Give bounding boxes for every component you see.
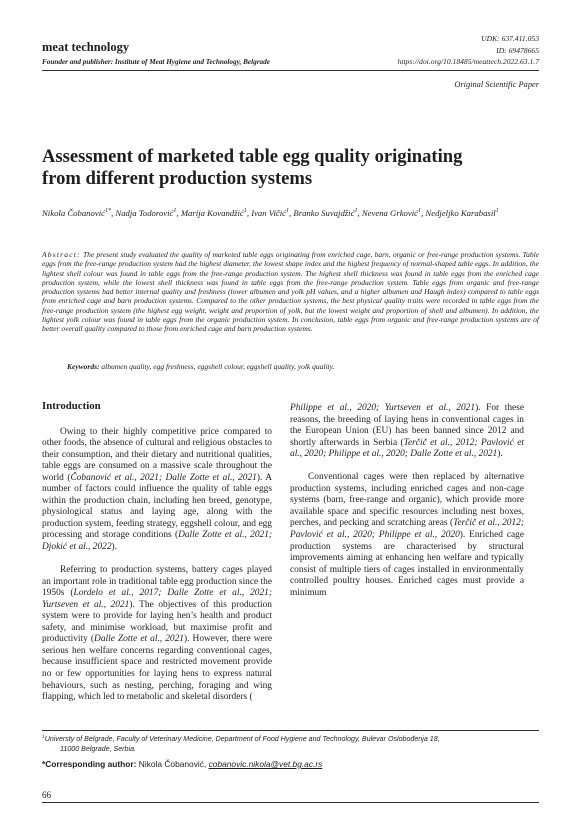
text-run: ). (497, 449, 503, 460)
author-affiliation-mark: 1 (418, 208, 422, 215)
corresponding-label: *Corresponding author: (42, 759, 137, 769)
affiliation-footnote: $^1$Universty of Belgrade, Faculty of Veterinary Medicine, Department of Food Hygiene and Technology, Bulevar Oslobođenja 18, 11000 Belgrade, Serbia. (42, 734, 539, 754)
text-run: Conventional cages were then replaced by alternative production systems, including enriched cages and non-cage systems (barn, free-range and organic), which provide more available space and specific resources including nest boxes, perches, and pecking and scratching areas ( (290, 472, 524, 529)
doi-link[interactable]: https://doi.org/10.18485/meattech.2022.63.1.7 (397, 57, 539, 66)
publisher-line: Founder and publisher: Institute of Meat Hygiene and Technology, Belgrade (42, 58, 270, 66)
author-affiliation-mark: 1 (243, 208, 247, 215)
abstract-label: Abstract: (42, 250, 81, 259)
udk-code: UDK: 637.411.053 (481, 34, 539, 43)
author-name: Nevena Grković (361, 208, 419, 218)
article-id: ID: 69478665 (496, 45, 539, 55)
corresponding-name: Nikola Čobanović, (138, 759, 207, 769)
affiliation-address: 11000 Belgrade, Serbia. (60, 745, 136, 753)
author-name: Nikola Čobanović (42, 208, 105, 218)
author-affiliation-mark: 1 (286, 208, 290, 215)
text-run: Owing to their highly competitive price compared to other foods, the absence of cultural and religious obstacles to their consumption, and their dietary and nutritional qualities, table eggs are consumed on a massive scale throughout the world ( (42, 426, 272, 483)
abstract (42, 250, 539, 334)
citation: Terčič et al., 2012; Pavlović et al., 2020; Philippe et al., 2020 (290, 518, 524, 541)
footer-rule (42, 802, 539, 803)
author-name: Branko Suvajdžić (293, 208, 355, 218)
citation: Terčič et al., 2012; Pavlović et al., 2020; Philippe et al., 2020; Dalle Zotte et al., 2021 (290, 437, 524, 460)
title-line-2: from different production systems (42, 167, 313, 189)
paragraph (42, 427, 272, 554)
citation: Čobanović et al., 2021; Dalle Zotte et al., 2021 (70, 472, 257, 483)
text-run: ). For these reasons, the breeding of laying hens in conventional cages in the European Union (EU) has been banned since 2012 and shortly afterwards in Serbia ( (290, 403, 524, 448)
text-run: ). A number of factors could influence the quality of table eggs within the production chain, including hen breed, genotype, physiological status and laying age, along with the production system, feeding strategy, eggshell colour, and egg processing and storage conditions ( (42, 472, 273, 541)
citation: Philippe et al., 2020; Yurtseven et al., 2021 (290, 403, 476, 413)
author-name: Nadja Todorović (115, 208, 174, 218)
page-number: 66 (42, 790, 51, 800)
section-heading-introduction: Introduction (42, 400, 101, 412)
author-name: Nedjeljko Karabasil (425, 208, 496, 218)
author-name: Ivan Vičić (251, 208, 286, 218)
keywords-text: albumen quality, egg freshness, eggshell colour, eggshell quality, yolk quality. (101, 362, 335, 371)
affiliation-text: Universty of Belgrade, Faculty of Veterinary Medicine, Department of Food Hygiene and Technology, Bulevar Oslobođenja 18, (44, 735, 440, 743)
text-run: ). Enriched cage production systems are characterised by structural improvements aiming at enhancing hen welfare and typically consist of multiple tiers of cages installed in environmentally controlled poultry houses. Enriched cages must provide a minimum (290, 530, 524, 598)
abstract-text: The present study evaluated the quality of marketed table eggs originating from enriched cage, barn, organic or free-range production systems. Table eggs from the free-range production system had the highest diameter, the lowest shape index and the highest frequency of normal-shaped table eggs. In addition, the lightest shell colour was found in table eggs from the free-range production system. The highest shell thickness was found in table eggs from the enriched cage production system, while the lowest shell thickness was found in table eggs from the free-range production system. Table eggs from organic and free-range production systems had better internal quality and freshness (lower albumen and yolk pH values, and a higher albumen and Haugh index) compared to table eggs from enriched cage and barn production systems. Compared to the other production systems, the best physical quality traits were recorded in table eggs from the free-range production system (the highest egg weight, weight and proportion of yolk, but the lowest weight and proportion of shell and albumen). In addition, the lightest yolk colour was found in table eggs from the organic production system. In conclusion, table eggs from organic and free-range production systems are of better overall quality compared to those from enriched cage and barn production systems. (42, 250, 540, 334)
paper-title (42, 146, 532, 189)
left-column (42, 401, 272, 704)
citation: Dalle Zotte et al., 2021; Djokić et al., 2022 (42, 530, 273, 553)
text-run: ). (111, 542, 117, 553)
citation: Lordelo et al., 2017; Dalle Zotte et al., 2021; Yurtseven et al., 2021 (42, 588, 272, 610)
text-run: ). However, there were serious hen welfare concerns regarding conventional cages, because insufficient space and restricted movement provide no or few opportunities for laying hens to express natural behaviours, such as nesting, perching, foraging and wing flapping, which led to metabolic and skeletal disorders ( (42, 634, 273, 703)
corresponding-email-link[interactable]: cobanovic.nikola@vet.bg.ac.rs (208, 759, 323, 769)
paragraph (42, 565, 272, 704)
paragraph-continued (290, 403, 524, 461)
footnote-rule (42, 730, 539, 731)
author-affiliation-mark: 1 (173, 208, 177, 215)
author-list: Nikola Čobanović$^{1*}$, Nadja Todorović$^1$, Marija Kovandžić$^1$, Ivan Vičić$^1$, Branko Suvajdžić$^1$, Nevena Grković$^1$, Nedjeljko Karabasil$^1$ (42, 208, 499, 218)
author-name: Marija Kovandžić (180, 208, 244, 218)
citation: Dalle Zotte et al., 2021 (94, 634, 184, 645)
header-rule (42, 70, 539, 71)
text-run: ). The objectives of this production system were to provide for laying hen’s health and product safety, and minimise workload, but maximise profit and productivity ( (42, 599, 272, 645)
paper-type: Original Scientific Paper (454, 80, 539, 89)
corresponding-author (42, 759, 322, 769)
article-meta (398, 33, 539, 68)
paragraph (290, 472, 524, 599)
keywords-label: Keywords: (67, 362, 100, 371)
author-affiliation-mark: 1 (495, 208, 499, 215)
author-affiliation-mark: 1* (104, 208, 112, 215)
journal-name: meat technology (42, 40, 130, 54)
right-column (290, 403, 524, 599)
keywords (67, 362, 537, 371)
title-line-1: Assessment of marketed table egg quality originating (42, 146, 463, 167)
author-affiliation-mark: 1 (354, 208, 358, 215)
text-run: Referring to production systems, battery cages played an important role in traditional table egg production since the 1950s ( (42, 565, 272, 599)
